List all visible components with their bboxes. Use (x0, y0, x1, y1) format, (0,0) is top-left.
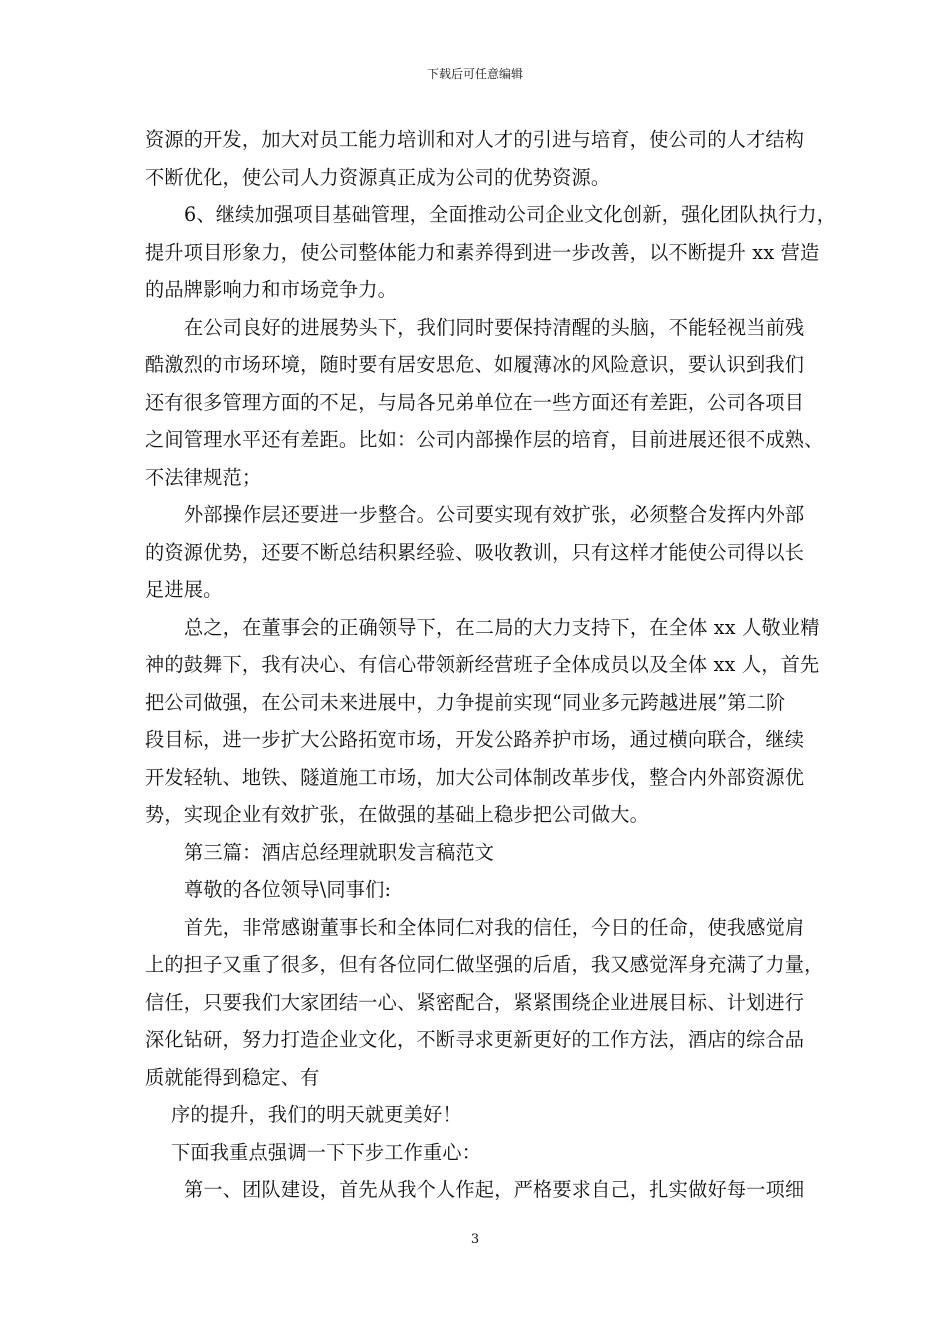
paragraph-line: 总之，在董事会的正确领导下，在二局的大力支持下，在全体 xx 人敬业精 (184, 615, 820, 639)
paragraph-line: 之间管理水平还有差距。比如：公司内部操作层的培育，目前进展还很不成熟、 (145, 428, 824, 451)
paragraph-line: 深化钻研，努力打造企业文化，不断寻求更新更好的工作方法，酒店的综合品 (145, 1028, 805, 1051)
paragraph-line: 首先，非常感谢董事长和全体同仁对我的信任，今日的任命，使我感觉肩 (184, 915, 805, 939)
paragraph-line: 不断优化，使公司人力资源真正成为公司的优势资源。 (145, 165, 611, 189)
paragraph-line: 神的鼓舞下，我有决心、有信心带领新经营班子全体成员以及全体 xx 人，首先 (145, 653, 820, 676)
page-number: 3 (470, 1232, 480, 1247)
paragraph-line: 势，实现企业有效扩张，在做强的基础上稳步把公司做大。 (145, 803, 650, 826)
paragraph-line: 足进展。 (145, 578, 223, 601)
paragraph-line: 还有很多管理方面的不足，与局各兄弟单位在一些方面还有差距，公司各项目 (145, 390, 805, 414)
paragraph-line: 提升项目形象力，使公司整体能力和素养得到进一步改善，以不断提升 xx 营造 (145, 240, 820, 264)
paragraph-line: 开发轻轨、地铁、隧道施工市场，加大公司体制改革步伐，整合内外部资源优 (145, 765, 805, 789)
paragraph-line: 在公司良好的进展势头下，我们同时要保持清醒的头脑，不能轻视当前残 (184, 315, 805, 339)
paragraph-line: 酷激烈的市场环境，随时要有居安思危、如履薄冰的风险意识，要认识到我们 (145, 353, 805, 376)
paragraph-line: 外部操作层还要进一步整合。公司要实现有效扩张，必须整合发挥内外部 (184, 503, 805, 526)
paragraph-line: 段目标，进一步扩大公路拓宽市场，开发公路养护市场，通过横向联合，继续 (145, 728, 805, 751)
paragraph-line: 下面我重点强调一下下步工作重心： (171, 1140, 482, 1164)
salutation-line: 尊敬的各位领导\同事们: (184, 878, 392, 901)
paragraph-line: 的资源优势，还要不断总结积累经验、吸收教训，只有这样才能使公司得以长 (145, 540, 805, 564)
paragraph-line: 质就能得到稳定、有 (145, 1065, 320, 1089)
paragraph-line: 把公司做强，在公司未来进展中，力争提前实现“同业多元跨越进展”第二阶 (145, 690, 786, 714)
paragraph-line: 第一、团队建设，首先从我个人作起，严格要求自己，扎实做好每一项细 (184, 1178, 805, 1201)
paragraph-line: 上的担子又重了很多，但有各位同仁做坚强的后盾，我又感觉浑身充满了力量， (145, 953, 824, 976)
paragraph-line: 信任，只要我们大家团结一心、紧密配合，紧紧围绕企业进展目标、计划进行 (145, 990, 805, 1014)
paragraph-line: 不法律规范； (145, 465, 262, 489)
paragraph-line: 的品牌影响力和市场竞争力。 (145, 278, 398, 301)
paragraph-line: 6、继续加强项目基础管理，全面推动公司企业文化创新，强化团队执行力， (184, 203, 837, 226)
paragraph-line: 序的提升，我们的明天就更美好！ (171, 1103, 462, 1126)
paragraph-line: 资源的开发，加大对员工能力培训和对人才的引进与培育，使公司的人才结构 (145, 128, 805, 151)
document-body (145, 121, 837, 1209)
page-header: 下载后可任意编辑 (426, 67, 523, 81)
section-heading: 第三篇：酒店总经理就职发言稿范文 (184, 840, 495, 864)
